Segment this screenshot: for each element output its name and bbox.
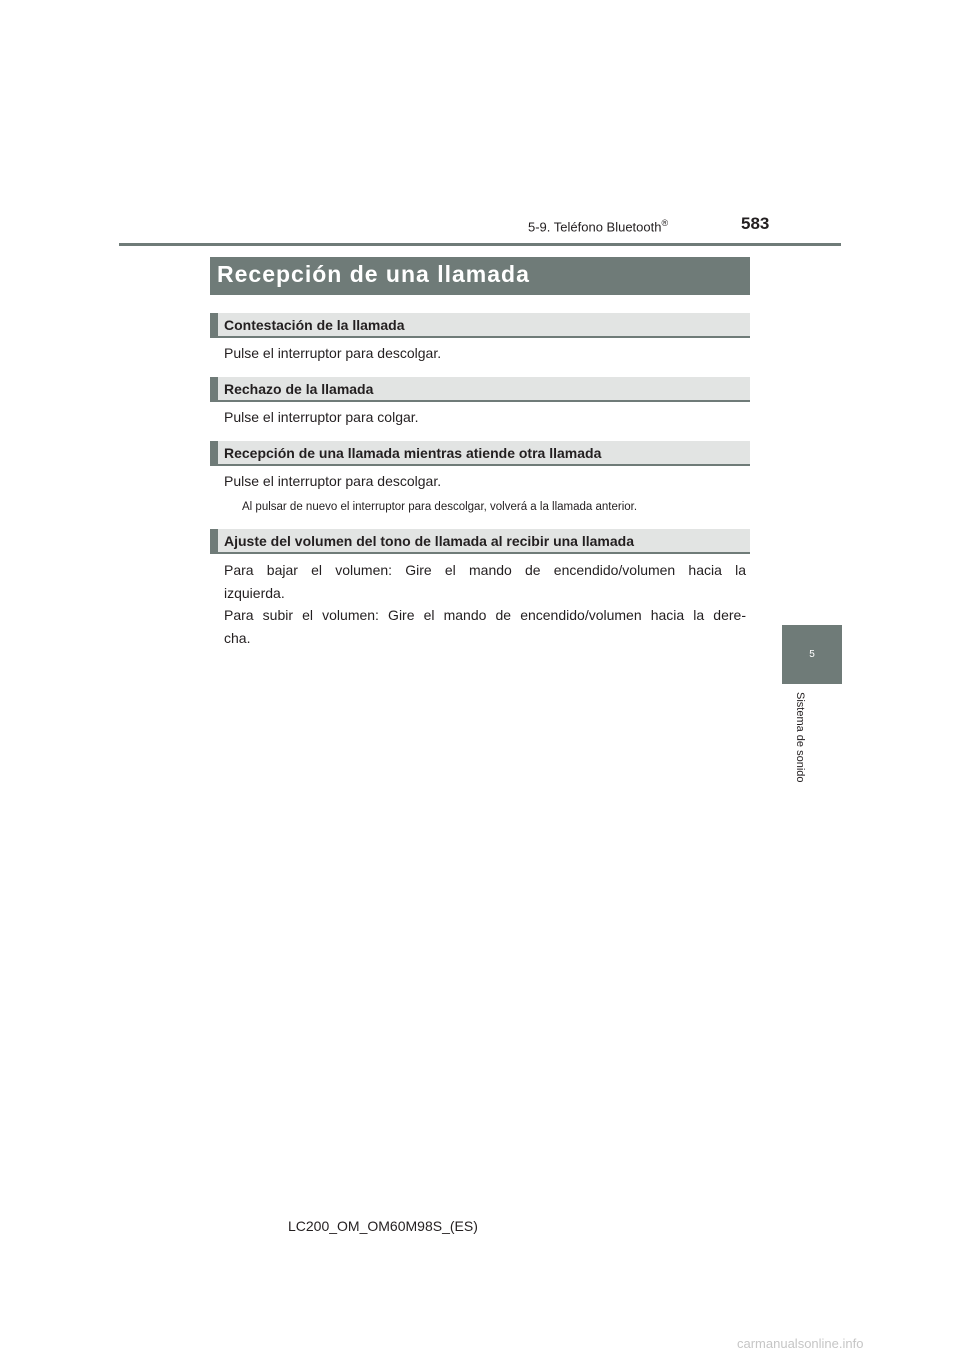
chapter-number: 5	[809, 649, 815, 660]
page-number: 583	[741, 214, 770, 233]
body-volume-up	[224, 604, 746, 650]
registered-mark: ®	[661, 218, 669, 228]
header-section-text: 5-9. Teléfono Bluetooth	[528, 219, 662, 235]
subheading-ringtone-volume: Ajuste del volumen del tono de llamada al recibir una llamada	[210, 529, 750, 554]
note-call-waiting: Al pulsar de nuevo el interruptor para descolgar, volverá a la llamada anterior.	[242, 501, 638, 513]
watermark: carmanualsonline.info	[737, 1336, 864, 1351]
chapter-tab	[782, 625, 842, 684]
body-answer-call: Pulse el interruptor para descolgar.	[224, 345, 442, 361]
subheading-answer-call: Contestación de la llamada	[210, 313, 750, 338]
page-title: Recepción de una llamada	[210, 257, 750, 295]
header-section-title	[528, 218, 668, 234]
body-reject-call: Pulse el interruptor para colgar.	[224, 409, 419, 425]
body-volume-down-line-2: izquierda.	[224, 585, 285, 601]
body-volume-down	[224, 559, 746, 605]
chapter-label: Sistema de sonido	[794, 692, 806, 783]
body-volume-up-line-1: Para subir el volumen: Gire el mando de encendido/volumen hacia la dere-	[224, 607, 746, 623]
body-volume-up-line-2: cha.	[224, 630, 251, 646]
body-call-waiting: Pulse el interruptor para descolgar.	[224, 473, 442, 489]
document-code: LC200_OM_OM60M98S_(ES)	[288, 1218, 478, 1234]
subheading-call-waiting: Recepción de una llamada mientras atiende otra llamada	[210, 441, 750, 466]
header-rule	[119, 243, 841, 246]
subheading-reject-call: Rechazo de la llamada	[210, 377, 750, 402]
body-volume-down-line-1: Para bajar el volumen: Gire el mando de encendido/volumen hacia la	[224, 562, 746, 578]
